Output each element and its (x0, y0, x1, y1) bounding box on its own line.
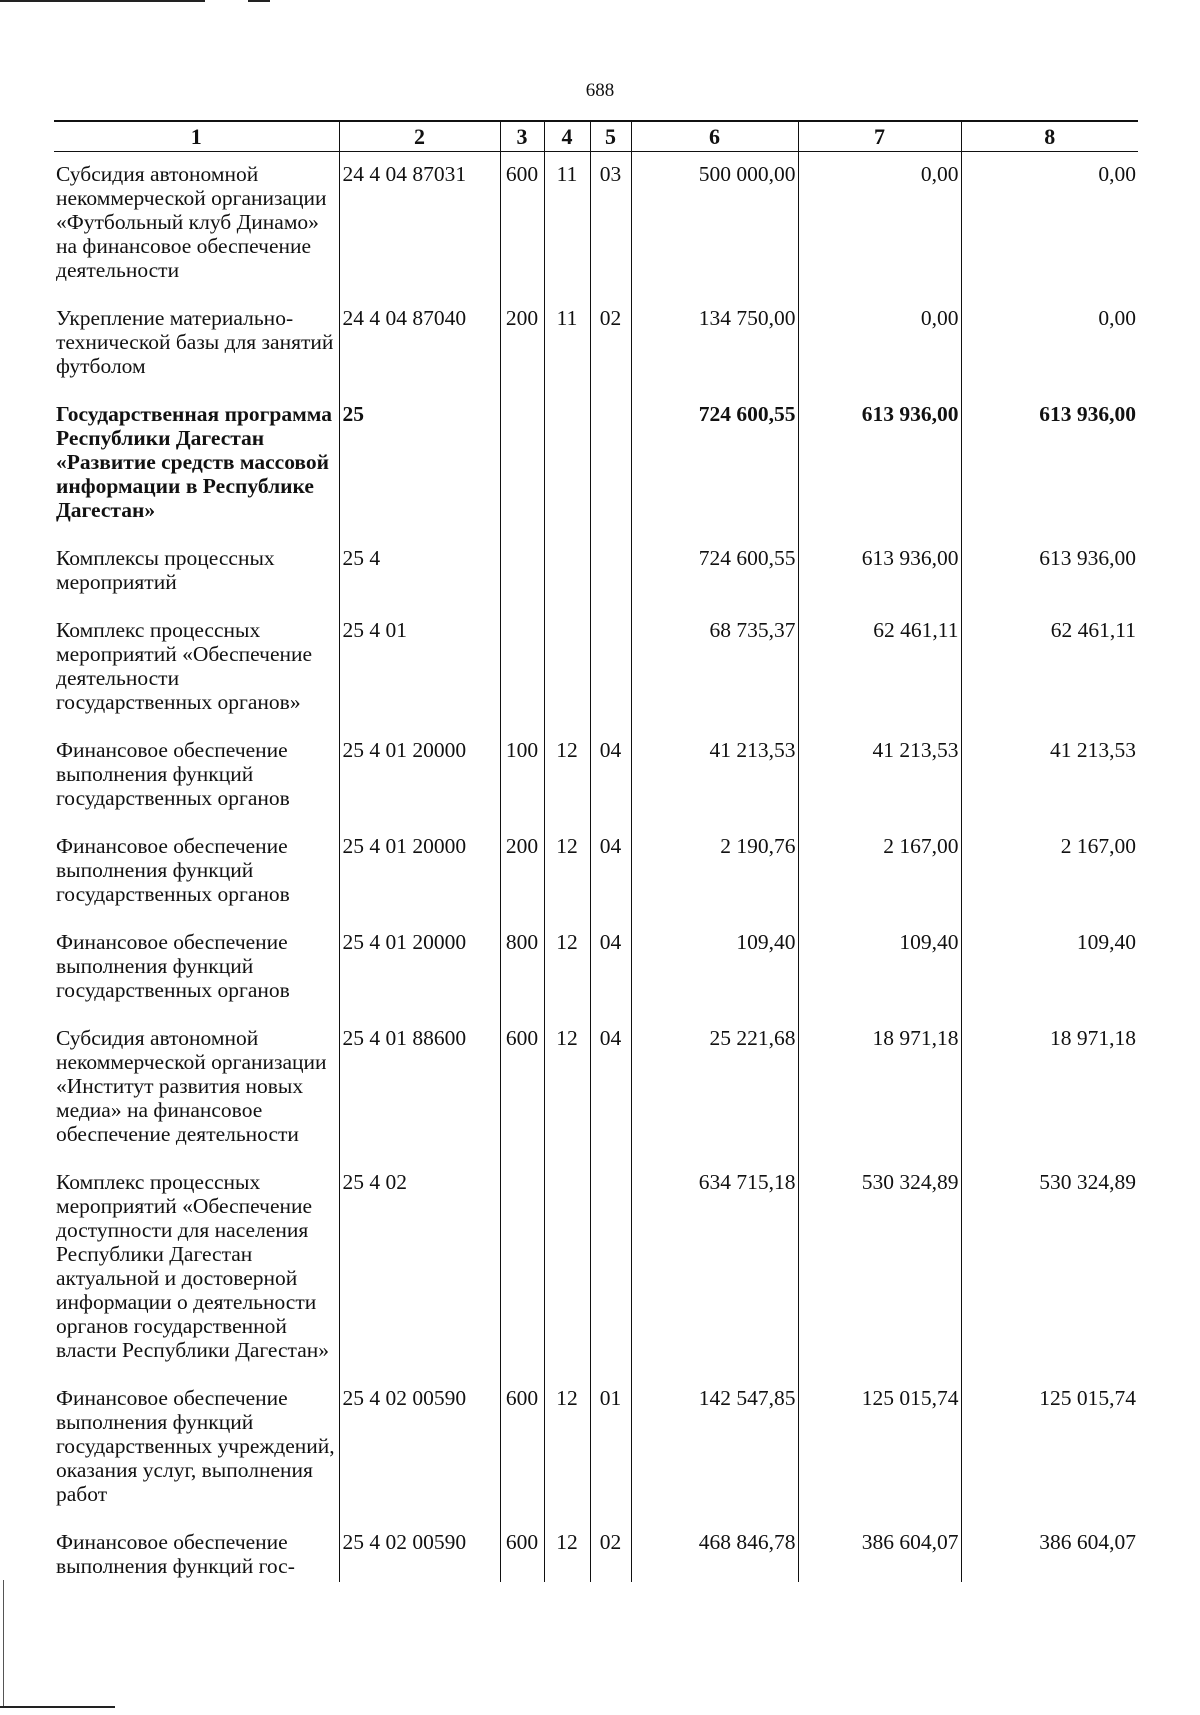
row-col3: 200 (500, 294, 544, 390)
row-col4 (544, 390, 590, 534)
row-col4 (544, 534, 590, 606)
row-col5: 04 (590, 822, 631, 918)
row-code: 25 4 02 (339, 1158, 500, 1374)
row-value-8: 0,00 (961, 294, 1138, 390)
table-row (54, 1158, 1138, 1374)
row-code: 25 4 01 20000 (339, 726, 500, 822)
budget-table (54, 120, 1138, 1582)
row-col4: 12 (544, 918, 590, 1014)
row-col5: 04 (590, 918, 631, 1014)
row-value-7: 125 015,74 (798, 1374, 961, 1518)
row-value-6: 724 600,55 (631, 390, 798, 534)
table-row (54, 534, 1138, 606)
row-name: Комплексы процессных мероприятий (56, 546, 275, 594)
row-col5: 02 (590, 294, 631, 390)
row-value-7: 386 604,07 (798, 1518, 961, 1582)
row-value-7: 2 167,00 (798, 822, 961, 918)
row-name: Финансовое обеспечение выполнения функций государственных органов (56, 738, 290, 810)
row-code: 25 (339, 390, 500, 534)
row-col3 (500, 606, 544, 726)
row-code: 25 4 02 00590 (339, 1374, 500, 1518)
row-col3 (500, 1158, 544, 1374)
row-value-8: 2 167,00 (961, 822, 1138, 918)
row-col5 (590, 606, 631, 726)
row-value-7: 0,00 (798, 294, 961, 390)
row-col5 (590, 534, 631, 606)
row-col4: 12 (544, 1374, 590, 1518)
row-col4: 12 (544, 822, 590, 918)
scan-artifact-line (0, 0, 205, 2)
row-value-6: 41 213,53 (631, 726, 798, 822)
column-header: 8 (961, 121, 1138, 152)
row-value-8: 613 936,00 (961, 534, 1138, 606)
row-value-6: 2 190,76 (631, 822, 798, 918)
row-value-7: 0,00 (798, 152, 961, 295)
row-code: 25 4 01 88600 (339, 1014, 500, 1158)
row-name: Финансовое обеспечение выполнения функций государственных органов (56, 834, 290, 906)
row-col3: 200 (500, 822, 544, 918)
row-code: 25 4 01 20000 (339, 918, 500, 1014)
row-col5 (590, 1158, 631, 1374)
page-number: 688 (585, 80, 615, 101)
row-code: 25 4 (339, 534, 500, 606)
row-name: Укрепление материально-технической базы для занятий футболом (56, 306, 334, 378)
row-col4: 12 (544, 1014, 590, 1158)
row-name: Государственная программа Республики Дагестан «Развитие средств массовой информации в Республике Дагестан» (56, 402, 333, 522)
table-row (54, 390, 1138, 534)
row-code: 25 4 01 20000 (339, 822, 500, 918)
row-code: 24 4 04 87040 (339, 294, 500, 390)
row-value-7: 613 936,00 (798, 390, 961, 534)
row-col4 (544, 606, 590, 726)
row-value-6: 142 547,85 (631, 1374, 798, 1518)
column-header: 6 (631, 121, 798, 152)
row-col5: 04 (590, 1014, 631, 1158)
row-value-7: 613 936,00 (798, 534, 961, 606)
row-value-8: 62 461,11 (961, 606, 1138, 726)
row-value-8: 613 936,00 (961, 390, 1138, 534)
column-header: 3 (500, 121, 544, 152)
row-col3 (500, 534, 544, 606)
row-col3: 600 (500, 1518, 544, 1582)
table-row (54, 1518, 1138, 1582)
row-col3: 600 (500, 1014, 544, 1158)
column-header: 5 (590, 121, 631, 152)
row-code: 25 4 02 00590 (339, 1518, 500, 1582)
row-value-6: 109,40 (631, 918, 798, 1014)
row-value-6: 68 735,37 (631, 606, 798, 726)
row-code: 24 4 04 87031 (339, 152, 500, 295)
row-value-6: 468 846,78 (631, 1518, 798, 1582)
table-row (54, 294, 1138, 390)
row-name: Финансовое обеспечение выполнения функций государственных органов (56, 930, 290, 1002)
row-value-8: 41 213,53 (961, 726, 1138, 822)
table-row (54, 822, 1138, 918)
table-row (54, 1374, 1138, 1518)
row-name: Субсидия автономной некоммерческой организации «Футбольный клуб Динамо» на финансовое обеспечение деятельности (56, 162, 327, 282)
row-value-8: 18 971,18 (961, 1014, 1138, 1158)
scan-artifact-line (0, 1706, 115, 1708)
column-header: 7 (798, 121, 961, 152)
row-col4: 11 (544, 294, 590, 390)
row-name: Комплекс процессных мероприятий «Обеспечение доступности для населения Республики Дагестан актуальной и достоверной информации о деятельности органов государственной власти Республики Дагестан» (56, 1170, 330, 1362)
column-header: 4 (544, 121, 590, 152)
row-value-8: 530 324,89 (961, 1158, 1138, 1374)
row-name: Финансовое обеспечение выполнения функций гос- (56, 1530, 295, 1578)
table-row (54, 606, 1138, 726)
table-row (54, 152, 1138, 295)
row-col4: 12 (544, 1518, 590, 1582)
row-value-8: 386 604,07 (961, 1518, 1138, 1582)
row-value-6: 25 221,68 (631, 1014, 798, 1158)
table-row (54, 726, 1138, 822)
table-row (54, 1014, 1138, 1158)
scan-artifact-line (248, 0, 270, 2)
row-col4 (544, 1158, 590, 1374)
row-col5: 01 (590, 1374, 631, 1518)
row-value-6: 724 600,55 (631, 534, 798, 606)
row-col3: 800 (500, 918, 544, 1014)
row-col4: 12 (544, 726, 590, 822)
table-header-row (54, 121, 1138, 152)
row-col5: 04 (590, 726, 631, 822)
row-value-7: 109,40 (798, 918, 961, 1014)
row-value-7: 530 324,89 (798, 1158, 961, 1374)
row-name: Комплекс процессных мероприятий «Обеспечение деятельности государственных органов» (56, 618, 313, 714)
row-col3: 600 (500, 152, 544, 295)
row-col3: 100 (500, 726, 544, 822)
row-value-7: 18 971,18 (798, 1014, 961, 1158)
row-value-7: 62 461,11 (798, 606, 961, 726)
row-col5: 03 (590, 152, 631, 295)
row-value-8: 0,00 (961, 152, 1138, 295)
column-header: 1 (54, 121, 339, 152)
row-value-8: 109,40 (961, 918, 1138, 1014)
row-code: 25 4 01 (339, 606, 500, 726)
row-col5: 02 (590, 1518, 631, 1582)
row-value-8: 125 015,74 (961, 1374, 1138, 1518)
row-col3: 600 (500, 1374, 544, 1518)
scan-artifact-line (3, 1580, 4, 1706)
row-name: Финансовое обеспечение выполнения функций государственных учреждений, оказания услуг, выполнения работ (56, 1386, 335, 1506)
column-header: 2 (339, 121, 500, 152)
row-value-6: 500 000,00 (631, 152, 798, 295)
row-name: Субсидия автономной некоммерческой организации «Институт развития новых медиа» на финансовое обеспечение деятельности (56, 1026, 327, 1146)
row-col3 (500, 390, 544, 534)
row-col4: 11 (544, 152, 590, 295)
row-value-6: 634 715,18 (631, 1158, 798, 1374)
row-value-6: 134 750,00 (631, 294, 798, 390)
row-value-7: 41 213,53 (798, 726, 961, 822)
row-col5 (590, 390, 631, 534)
table-row (54, 918, 1138, 1014)
